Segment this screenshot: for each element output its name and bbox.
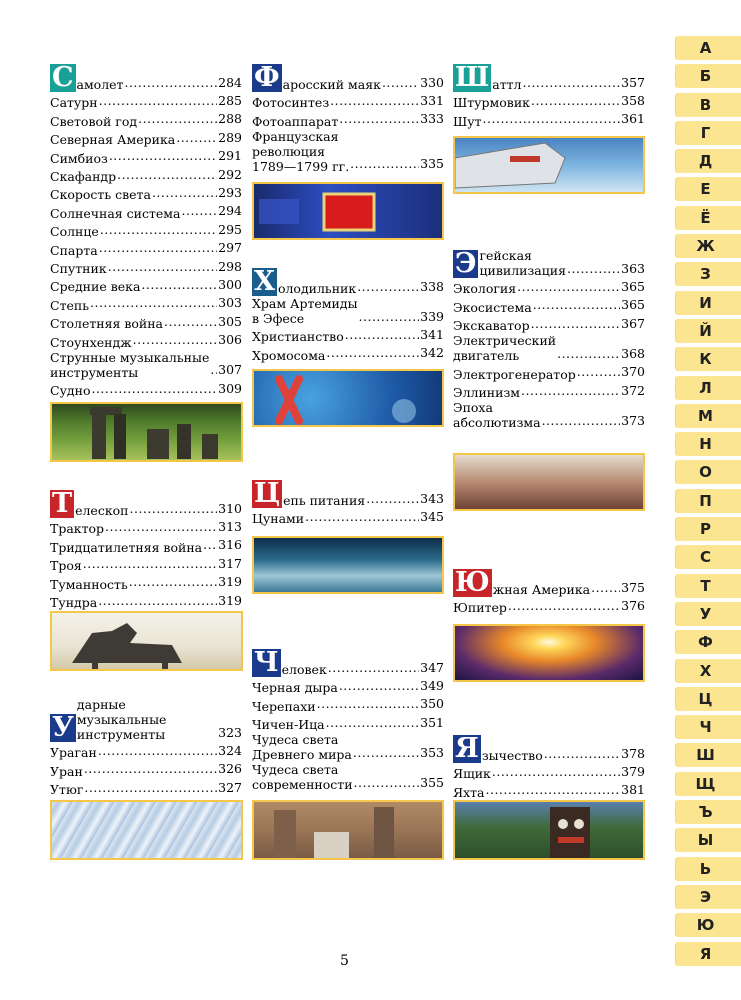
entry-page: 378 <box>621 746 645 761</box>
alphabet-tab[interactable]: И <box>675 291 741 315</box>
entry-page: 295 <box>218 221 242 237</box>
index-entry[interactable] <box>453 248 645 278</box>
alphabet-tab[interactable]: Ю <box>675 913 741 937</box>
stonehenge-illustration <box>52 404 243 462</box>
alphabet-tab[interactable]: М <box>675 404 741 428</box>
entry-title: Уран <box>50 763 83 779</box>
entry-page: 307 <box>218 362 242 378</box>
entry-title: Цунами <box>252 511 305 527</box>
section-letter: У <box>52 712 74 743</box>
alphabet-tab[interactable]: Й <box>675 319 741 343</box>
index-entry[interactable] <box>50 147 242 165</box>
entry-title: Храм Артемиды в Эфесе <box>252 296 358 326</box>
index-entry[interactable] <box>453 333 645 363</box>
entry-page: 310 <box>218 501 242 516</box>
entry-title: Троя <box>50 558 82 574</box>
entry-page: 345 <box>420 509 444 524</box>
entry-title: Штурмовик <box>453 95 530 111</box>
entry-title: епь питания <box>283 493 366 508</box>
alphabet-tab[interactable]: Д <box>675 149 741 173</box>
section-e <box>453 248 645 430</box>
alphabet-tab[interactable]: Ё <box>675 206 741 230</box>
section-ya <box>453 735 645 800</box>
temple-illustration <box>254 802 444 860</box>
alphabet-tab[interactable]: У <box>675 602 741 626</box>
entry-page: 324 <box>218 743 242 758</box>
section-letter: Ш <box>455 62 490 93</box>
alphabet-tab[interactable]: Ш <box>675 743 741 767</box>
index-entry[interactable] <box>453 363 645 381</box>
entry-title: Струнные музыкальные инструменты <box>50 349 210 380</box>
index-entry[interactable] <box>50 202 242 220</box>
chip-illustration <box>254 184 444 240</box>
entry-title: Чичен-Ица <box>252 717 325 733</box>
entry-title: Эллинизм <box>453 385 520 401</box>
entry-page: 357 <box>621 75 645 90</box>
entry-title: Экскаватор <box>453 318 530 334</box>
entry-page: 368 <box>621 345 645 361</box>
entry-title: жная Америка <box>492 582 591 597</box>
entry-page: 319 <box>218 592 242 608</box>
entry-page: 306 <box>218 332 242 348</box>
entry-list <box>453 597 645 615</box>
entry-title: Черная дыра <box>252 680 338 696</box>
alphabet-tab[interactable]: В <box>675 93 741 117</box>
entry-title: Тундра <box>50 595 98 611</box>
section-s <box>50 64 242 398</box>
entry-title: Средние века <box>50 279 141 295</box>
entry-page: 313 <box>218 519 242 534</box>
entry-title: Трактор <box>50 521 105 537</box>
entry-page: 342 <box>420 345 444 361</box>
index-entry[interactable] <box>252 732 444 762</box>
photo-totem <box>453 800 645 860</box>
index-entry[interactable] <box>252 714 444 732</box>
chromosome-illustration <box>254 371 444 427</box>
index-entry[interactable] <box>50 294 242 312</box>
alphabet-tab[interactable]: Ы <box>675 828 741 852</box>
entry-page: 365 <box>621 279 645 294</box>
shuttle-illustration <box>455 138 645 194</box>
index-entry[interactable] <box>50 331 242 349</box>
alphabet-tab[interactable]: Х <box>675 659 741 683</box>
entry-title: Солнечная система <box>50 205 181 221</box>
entry-title: Французская революция 1789—1799 гг. <box>252 128 350 174</box>
entry-page: 363 <box>621 261 645 276</box>
entry-list <box>453 278 645 430</box>
entry-page: 351 <box>420 714 444 730</box>
entry-page: 303 <box>218 295 242 311</box>
index-entry[interactable] <box>252 677 444 695</box>
entry-page: 355 <box>420 774 444 790</box>
entry-title: Христианство <box>252 329 344 345</box>
index-entry[interactable] <box>453 735 645 763</box>
entry-page: 350 <box>420 696 444 712</box>
entry-page: 327 <box>218 779 242 795</box>
index-entry[interactable] <box>50 239 242 257</box>
index-entry[interactable] <box>453 64 645 92</box>
entry-page: 293 <box>218 185 242 201</box>
index-entry[interactable] <box>252 268 444 296</box>
section-ch <box>252 649 444 792</box>
index-entry[interactable] <box>50 592 242 610</box>
photo-tsunami <box>252 536 444 594</box>
entry-page: 330 <box>420 75 444 90</box>
entry-title: елескоп <box>75 503 129 518</box>
index-entry[interactable] <box>453 569 645 597</box>
alphabet-tab[interactable]: Н <box>675 432 741 456</box>
index-entry[interactable] <box>252 326 444 344</box>
alphabet-tab[interactable]: Ъ <box>675 800 741 824</box>
section-u <box>50 697 242 797</box>
entry-page: 288 <box>218 111 242 127</box>
index-entry[interactable] <box>50 779 242 797</box>
index-entry[interactable] <box>50 221 242 239</box>
trojan-horse-illustration <box>52 613 243 671</box>
entry-title: Солнце <box>50 224 99 240</box>
entry-page: 326 <box>218 761 242 777</box>
entry-page: 376 <box>621 598 645 613</box>
entry-title: аттл <box>492 77 522 92</box>
entry-title: Яхта <box>453 784 485 800</box>
index-entry[interactable] <box>50 184 242 202</box>
entry-page: 292 <box>218 166 242 182</box>
entry-title: Фотосинтез <box>252 95 330 111</box>
alphabet-tab[interactable]: Ь <box>675 857 741 881</box>
section-letter: Ю <box>455 567 490 598</box>
index-entry[interactable] <box>453 763 645 781</box>
totem-illustration <box>455 802 645 860</box>
index-entry[interactable] <box>252 129 444 174</box>
entry-page: 338 <box>420 279 444 294</box>
entry-list <box>252 296 444 363</box>
entry-title: Столетняя война <box>50 316 164 332</box>
entry-title: Шут <box>453 113 482 129</box>
index-entry[interactable] <box>50 518 242 536</box>
entry-title: Ящик <box>453 766 491 782</box>
entry-title: Чудеса света современности <box>252 762 353 793</box>
entry-title: Чудеса света Древнего мира <box>252 732 352 763</box>
index-entry[interactable] <box>252 508 444 526</box>
entry-title: аросский маяк <box>282 77 381 92</box>
entry-title: Черепахи <box>252 698 316 714</box>
entry-title: Туманность <box>50 576 128 592</box>
entry-page: 300 <box>218 277 242 293</box>
entry-title: Скорость света <box>50 187 151 203</box>
section-letter: Х <box>254 266 275 297</box>
entry-page: 297 <box>218 240 242 256</box>
alphabet-tab[interactable]: С <box>675 545 741 569</box>
entry-page: 317 <box>218 555 242 571</box>
photo-camera-chip <box>252 182 444 240</box>
index-entry[interactable] <box>50 760 242 778</box>
index-entry[interactable] <box>50 350 242 380</box>
entry-title: амолет <box>76 77 124 92</box>
entry-page: 323 <box>218 725 242 740</box>
alphabet-tab[interactable]: П <box>675 489 741 513</box>
entry-title: Степь <box>50 297 90 313</box>
index-entry[interactable] <box>50 697 242 742</box>
section-letter: Т <box>52 488 73 519</box>
entry-page: 331 <box>420 93 444 108</box>
index-entry[interactable] <box>453 110 645 128</box>
alphabet-tab[interactable]: Г <box>675 121 741 145</box>
entry-page: 379 <box>621 764 645 779</box>
entry-list <box>50 92 242 398</box>
alphabet-tab[interactable]: Ц <box>675 687 741 711</box>
photo-jupiter <box>453 624 645 682</box>
alphabet-tab[interactable]: З <box>675 262 741 286</box>
index-entry[interactable] <box>252 762 444 792</box>
entry-title: Ураган <box>50 745 97 761</box>
section-x <box>252 268 444 363</box>
entry-list <box>453 92 645 129</box>
index-entry[interactable] <box>453 92 645 110</box>
alphabet-tab[interactable]: Л <box>675 376 741 400</box>
alphabet-tab[interactable]: Т <box>675 574 741 598</box>
entry-title: Стоунхендж <box>50 334 132 350</box>
index-entry[interactable] <box>50 92 242 110</box>
index-entry[interactable] <box>252 480 444 508</box>
entry-page: 347 <box>420 660 444 675</box>
section-letter: Э <box>455 248 477 279</box>
entry-title: Хромосома <box>252 347 326 363</box>
photo-excavator <box>453 453 645 511</box>
index-entry[interactable] <box>50 313 242 331</box>
entry-title: олодильник <box>277 281 357 296</box>
section-ts <box>252 480 444 526</box>
entry-page: 319 <box>218 574 242 590</box>
index-entry[interactable] <box>252 110 444 128</box>
entry-title: Симбиоз <box>50 150 108 166</box>
section-letter: Я <box>455 733 479 764</box>
entry-page: 349 <box>420 678 444 693</box>
section-yu <box>453 569 645 615</box>
entry-page: 353 <box>420 744 444 760</box>
index-entry[interactable] <box>50 276 242 294</box>
photo-trojan-horse <box>50 611 243 671</box>
index-entry[interactable] <box>50 536 242 554</box>
section-letter: Ч <box>254 647 279 678</box>
entry-title: дарные музыкальные инструменты <box>76 697 167 742</box>
alphabet-tab[interactable]: А <box>675 36 741 60</box>
entry-page: 289 <box>218 129 242 145</box>
index-entry[interactable] <box>252 64 444 92</box>
entry-page: 370 <box>621 364 645 380</box>
index-entry[interactable] <box>453 382 645 400</box>
entry-title: Эпоха абсолютизма <box>453 400 541 431</box>
photo-shirt <box>50 800 243 860</box>
section-sh <box>453 64 645 129</box>
index-entry[interactable] <box>50 490 242 518</box>
entry-page: 341 <box>420 327 444 342</box>
alphabet-tab[interactable]: Э <box>675 885 741 909</box>
index-entry[interactable] <box>453 781 645 799</box>
photo-chromosome <box>252 369 444 427</box>
entry-page: 305 <box>218 313 242 329</box>
entry-title: Экосистема <box>453 299 532 315</box>
entry-title: Северная Америка <box>50 132 176 148</box>
index-entry[interactable] <box>453 597 645 615</box>
entry-title: еловек <box>281 662 327 677</box>
alphabet-tab[interactable]: Щ <box>675 772 741 796</box>
index-entry[interactable] <box>50 166 242 184</box>
entry-title: Утюг <box>50 782 84 798</box>
index-entry[interactable] <box>453 296 645 314</box>
index-entry[interactable] <box>50 110 242 128</box>
index-entry[interactable] <box>50 555 242 573</box>
alphabet-tab[interactable]: Е <box>675 177 741 201</box>
alphabet-tab[interactable]: Ф <box>675 630 741 654</box>
alphabet-tab[interactable]: О <box>675 460 741 484</box>
photo-shuttle <box>453 136 645 194</box>
entry-title: Фотоаппарат <box>252 113 339 129</box>
entry-page: 339 <box>420 308 444 324</box>
index-entry[interactable] <box>50 380 242 398</box>
section-letter: С <box>52 62 74 93</box>
entry-title: Судно <box>50 383 91 399</box>
index-entry[interactable] <box>50 742 242 760</box>
entry-page: 367 <box>621 315 645 331</box>
alphabet-tab[interactable]: Р <box>675 517 741 541</box>
entry-title: Тридцатилетняя война <box>50 539 203 555</box>
alphabet-tab[interactable]: Ж <box>675 234 741 258</box>
entry-page: 365 <box>621 297 645 313</box>
photo-stonehenge <box>50 402 243 462</box>
entry-list <box>252 508 444 526</box>
entry-page: 291 <box>218 148 242 164</box>
entry-page: 298 <box>218 258 242 274</box>
index-entry[interactable] <box>252 344 444 362</box>
entry-title: Электрический двигатель <box>453 333 557 364</box>
entry-page: 316 <box>218 537 242 553</box>
index-entry[interactable] <box>252 649 444 677</box>
entry-title: Сатурн <box>50 95 98 111</box>
entry-title: Юпитер <box>453 600 507 616</box>
index-entry[interactable] <box>453 400 645 430</box>
entry-title: Световой год <box>50 113 138 129</box>
entry-list <box>252 92 444 174</box>
alphabet-tabs <box>675 36 741 970</box>
index-entry[interactable] <box>453 278 645 296</box>
section-letter: Ф <box>254 62 280 93</box>
entry-title: Экология <box>453 281 517 297</box>
alphabet-tab[interactable]: Я <box>675 942 741 966</box>
entry-page: 294 <box>218 203 242 219</box>
entry-title: зычество <box>481 748 543 763</box>
index-entry[interactable] <box>50 258 242 276</box>
entry-page: 309 <box>218 380 242 396</box>
entry-title: Скафандр <box>50 169 117 185</box>
entry-page: 361 <box>621 111 645 127</box>
entry-list <box>453 763 645 800</box>
entry-list <box>50 518 242 610</box>
section-f <box>252 64 444 174</box>
index-entry[interactable] <box>252 296 444 326</box>
entry-page: 372 <box>621 382 645 398</box>
index-entry[interactable] <box>252 92 444 110</box>
entry-title: Спарта <box>50 242 98 258</box>
entry-page: 285 <box>218 93 242 108</box>
photo-chichen-itza <box>252 800 444 860</box>
entry-title: Спутник <box>50 261 107 277</box>
entry-title: Электрогенератор <box>453 366 576 382</box>
entry-page: 375 <box>621 580 645 595</box>
entry-page: 335 <box>420 156 444 172</box>
alphabet-tab[interactable]: К <box>675 347 741 371</box>
index-entry[interactable] <box>50 64 242 92</box>
entry-list <box>50 742 242 797</box>
section-t <box>50 490 242 610</box>
alphabet-tab[interactable]: Ч <box>675 715 741 739</box>
entry-page: 373 <box>621 412 645 428</box>
entry-page: 358 <box>621 93 645 108</box>
entry-list <box>252 677 444 792</box>
entry-page: 381 <box>621 782 645 798</box>
page-number: 5 <box>340 953 349 969</box>
index-entry[interactable] <box>453 315 645 333</box>
entry-page: 333 <box>420 111 444 127</box>
section-letter: Ц <box>254 478 281 509</box>
entry-title: гейская цивилизация <box>479 248 567 278</box>
entry-page: 284 <box>218 75 242 90</box>
index-entry[interactable] <box>50 129 242 147</box>
entry-page: 343 <box>420 491 444 506</box>
index-entry[interactable] <box>252 695 444 713</box>
index-entry[interactable] <box>50 573 242 591</box>
alphabet-tab[interactable]: Б <box>675 64 741 88</box>
